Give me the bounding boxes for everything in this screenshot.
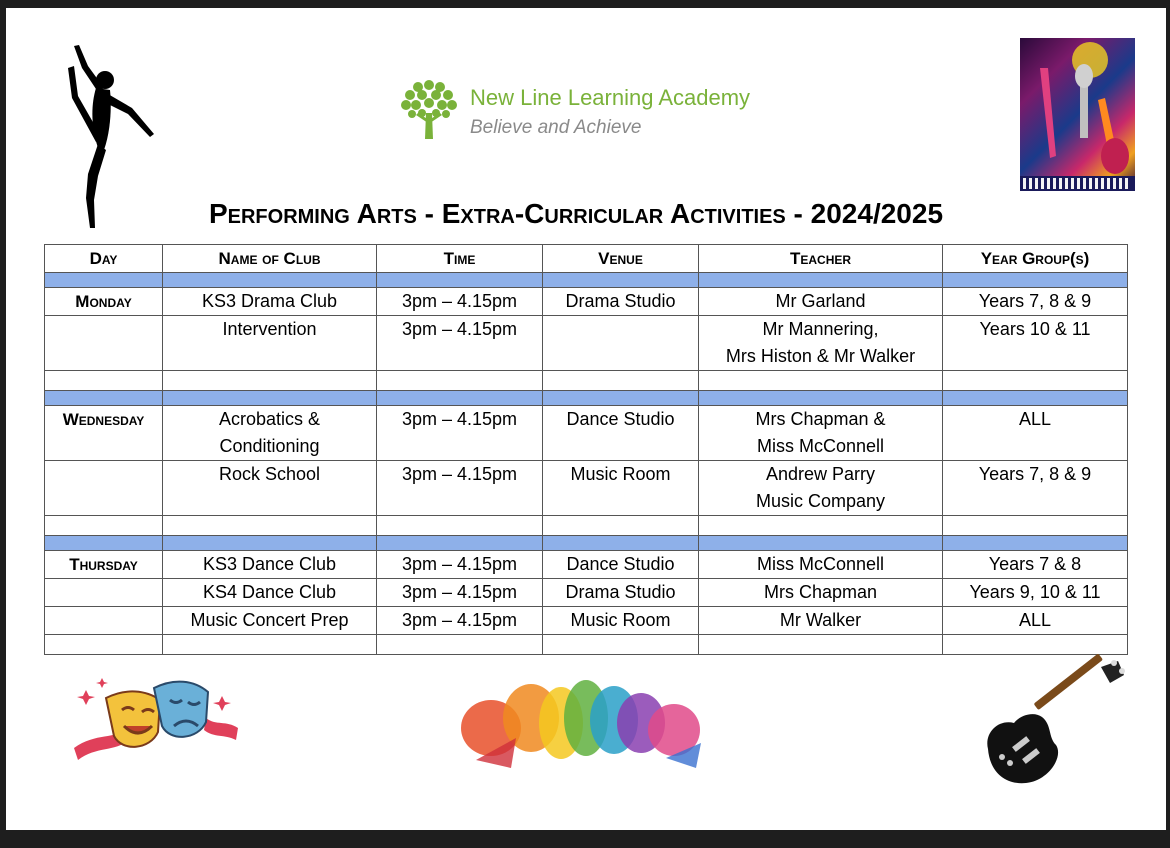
- years-cell: Years 7, 8 & 9: [943, 288, 1128, 316]
- colourful-dancers-illustration: [456, 668, 706, 783]
- venue-cell: Music Room: [543, 607, 699, 635]
- teacher-cell: Mr Garland: [699, 288, 943, 316]
- time-cell: 3pm – 4.15pm: [377, 461, 543, 516]
- teacher-cell: Mr Walker: [699, 607, 943, 635]
- day-cell: Wednesday: [45, 406, 163, 461]
- venue-cell: [543, 316, 699, 371]
- section-divider: [45, 536, 1128, 551]
- day-cell: [45, 316, 163, 371]
- electric-guitar-icon: [976, 653, 1131, 793]
- academy-logo: [394, 73, 794, 143]
- day-cell: [45, 461, 163, 516]
- day-cell: [45, 607, 163, 635]
- teacher-cell: Miss McConnell: [699, 551, 943, 579]
- academy-name: New Line Learning Academy: [470, 85, 751, 110]
- table-row: [45, 288, 1128, 316]
- venue-cell: Music Room: [543, 461, 699, 516]
- venue-cell: Dance Studio: [543, 551, 699, 579]
- empty-row: [45, 516, 1128, 536]
- activities-table: [44, 244, 1128, 655]
- table-row: [45, 607, 1128, 635]
- teacher-cell: Mr Mannering, Mrs Histon & Mr Walker: [699, 316, 943, 371]
- table-row: [45, 406, 1128, 461]
- table-row: [45, 551, 1128, 579]
- day-cell: Monday: [45, 288, 163, 316]
- venue-cell: Drama Studio: [543, 288, 699, 316]
- day-cell: [45, 579, 163, 607]
- time-cell: 3pm – 4.15pm: [377, 316, 543, 371]
- club-cell: KS3 Dance Club: [163, 551, 377, 579]
- venue-cell: Drama Studio: [543, 579, 699, 607]
- club-cell: KS3 Drama Club: [163, 288, 377, 316]
- header-venue: Venue: [543, 245, 699, 273]
- music-instruments-collage: [1020, 38, 1135, 191]
- header-time: Time: [377, 245, 543, 273]
- time-cell: 3pm – 4.15pm: [377, 551, 543, 579]
- teacher-cell: Andrew Parry Music Company: [699, 461, 943, 516]
- years-cell: Years 7 & 8: [943, 551, 1128, 579]
- theatre-masks-icon: [66, 670, 241, 760]
- teacher-cell: Mrs Chapman: [699, 579, 943, 607]
- section-divider: [45, 391, 1128, 406]
- header-teacher: Teacher: [699, 245, 943, 273]
- header-club: Name of Club: [163, 245, 377, 273]
- years-cell: Years 9, 10 & 11: [943, 579, 1128, 607]
- years-cell: ALL: [943, 607, 1128, 635]
- empty-row: [45, 635, 1128, 655]
- tree-logo-icon: [394, 73, 464, 143]
- day-cell: Thursday: [45, 551, 163, 579]
- years-cell: ALL: [943, 406, 1128, 461]
- time-cell: 3pm – 4.15pm: [377, 288, 543, 316]
- time-cell: 3pm – 4.15pm: [377, 607, 543, 635]
- time-cell: 3pm – 4.15pm: [377, 406, 543, 461]
- empty-row: [45, 371, 1128, 391]
- years-cell: Years 7, 8 & 9: [943, 461, 1128, 516]
- teacher-cell: Mrs Chapman & Miss McConnell: [699, 406, 943, 461]
- club-cell: Acrobatics & Conditioning: [163, 406, 377, 461]
- club-cell: KS4 Dance Club: [163, 579, 377, 607]
- header-day: Day: [45, 245, 163, 273]
- table-row: [45, 316, 1128, 371]
- club-cell: Intervention: [163, 316, 377, 371]
- table-header-row: [45, 245, 1128, 273]
- years-cell: Years 10 & 11: [943, 316, 1128, 371]
- header-year-groups: Year Group(s): [943, 245, 1128, 273]
- poster-page: [6, 8, 1166, 830]
- section-divider: [45, 273, 1128, 288]
- club-cell: Music Concert Prep: [163, 607, 377, 635]
- time-cell: 3pm – 4.15pm: [377, 579, 543, 607]
- page-title: Performing Arts - Extra-Curricular Activities - 2024/2025: [208, 198, 944, 229]
- table-row: [45, 461, 1128, 516]
- table-row: [45, 579, 1128, 607]
- academy-tagline: Believe and Achieve: [470, 117, 642, 138]
- club-cell: Rock School: [163, 461, 377, 516]
- venue-cell: Dance Studio: [543, 406, 699, 461]
